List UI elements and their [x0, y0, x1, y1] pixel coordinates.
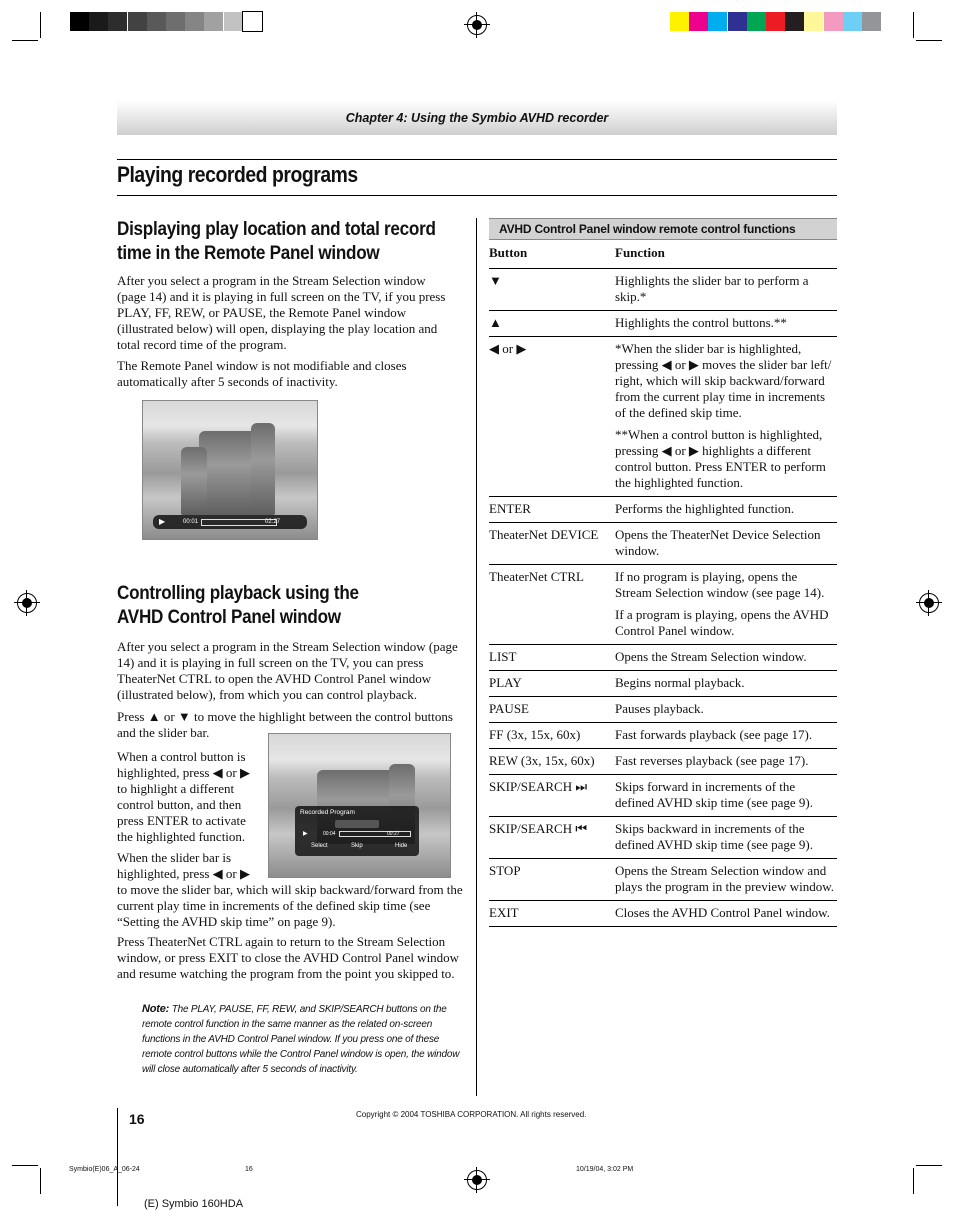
section1-heading: Displaying play location and total record time in the Remote Panel window: [117, 219, 436, 264]
table-row: [489, 671, 837, 697]
row-function: [615, 671, 837, 697]
process-swatch: [862, 12, 881, 31]
hide-hint: Hide: [395, 843, 408, 849]
row-function-text: Highlights the slider bar to perform a skip.*: [615, 273, 809, 304]
copyright: Copyright © 2004 TOSHIBA CORPORATION. All rights reserved.: [356, 1110, 587, 1119]
row-button: PAUSE: [489, 697, 615, 723]
total-time: 00:27: [387, 831, 400, 837]
crop-mark: [12, 1165, 38, 1166]
row-button: ◀ or ▶: [489, 337, 615, 497]
crop-mark: [913, 12, 914, 38]
row-function: [615, 817, 837, 859]
remote-panel-bar: [153, 515, 307, 529]
row-button: FF (3x, 15x, 60x): [489, 723, 615, 749]
table-row: [489, 859, 837, 901]
process-swatch: [728, 12, 747, 31]
gray-swatch: [185, 12, 204, 31]
table-row: [489, 269, 837, 311]
row-function-text: Performs the highlighted function.: [615, 501, 795, 516]
row-function-text: Closes the AVHD Control Panel window.: [615, 905, 830, 920]
row-button: SKIP/SEARCH ⏮: [489, 817, 615, 859]
section2-paragraph: When a control button is highlighted, press ◀ or ▶ to highlight a different control button, and then press ENTER to activate the highlighted function.: [117, 749, 251, 844]
column-header-button: Button: [489, 240, 615, 269]
sandcastle-tower-image: [181, 447, 207, 515]
section2-paragraph: After you select a program in the Stream Selection window (page 14) and it is playing in full screen on the TV, you can press TheaterNet CTRL to open the AVHD Control Panel window (illustrated below), from which you can control playback.: [117, 639, 458, 702]
process-swatch: [689, 12, 708, 31]
chapter-header: [117, 101, 837, 135]
slug-page: 16: [245, 1166, 253, 1173]
row-function: [615, 859, 837, 901]
row-function: [615, 775, 837, 817]
row-button: ▼: [489, 269, 615, 311]
gray-swatch: [128, 12, 147, 31]
crop-mark: [40, 12, 41, 38]
process-swatch: [670, 12, 689, 31]
gray-swatch: [204, 12, 223, 31]
process-swatch: [824, 12, 843, 31]
row-function-text: Skips backward in increments of the defined AVHD skip time (see page 9).: [615, 821, 813, 852]
row-button: ▲: [489, 311, 615, 337]
registration-mark-icon: [467, 1170, 487, 1190]
table-row: [489, 497, 837, 523]
table-row: [489, 817, 837, 859]
row-function-text: Fast reverses playback (see page 17).: [615, 753, 809, 768]
row-function: [615, 497, 837, 523]
registration-mark-icon: [467, 15, 487, 35]
table-row: [489, 723, 837, 749]
elapsed-time: 00:01: [183, 519, 199, 525]
table-row: [489, 749, 837, 775]
model-label: (E) Symbio 160HDA: [144, 1198, 244, 1210]
row-function: [615, 645, 837, 671]
row-button: REW (3x, 15x, 60x): [489, 749, 615, 775]
row-function-text: Opens the Stream Selection window and plays the program in the preview window.: [615, 863, 835, 894]
table-title: AVHD Control Panel window remote control functions: [499, 222, 796, 236]
crop-mark: [12, 40, 38, 41]
section2-heading: Controlling playback using the AVHD Control Panel window: [117, 583, 359, 628]
process-swatch: [708, 12, 727, 31]
row-function-text: Begins normal playback.: [615, 675, 745, 690]
section2-paragraph: Press ▲ or ▼ to move the highlight between the control buttons and the slider bar.: [117, 709, 453, 740]
row-function: [615, 565, 837, 645]
section1-paragraph: After you select a program in the Stream Selection window (page 14) and it is playing in full screen on the TV, if you press PLAY, FF, REW, or PAUSE, the Remote Panel window (illustrated below) will open, displaying the play location and total record time of the program.: [117, 273, 446, 352]
row-button: STOP: [489, 859, 615, 901]
slug-file: Symbio(E)06_A_06-24: [69, 1166, 140, 1173]
row-function-text: If no program is playing, opens the Stream Selection window (see page 14).: [615, 569, 825, 600]
title-bottom-rule: [117, 195, 837, 196]
row-function: [615, 269, 837, 311]
table-row: [489, 311, 837, 337]
registration-mark-icon: [17, 593, 37, 613]
crop-mark: [913, 1168, 914, 1194]
row-function: [615, 523, 837, 565]
progress-slider: [339, 831, 411, 837]
gray-swatch: [108, 12, 127, 31]
remote-panel-screen-image: [142, 400, 318, 540]
row-function-text: Fast forwards playback (see page 17).: [615, 727, 813, 742]
table-row: [489, 645, 837, 671]
table-header-row: [489, 240, 837, 269]
slug-date: 10/19/04, 3:02 PM: [576, 1166, 634, 1173]
row-function-text: Opens the TheaterNet Device Selection window.: [615, 527, 821, 558]
control-panel-window: [295, 806, 419, 856]
column-divider: [476, 218, 477, 1096]
row-button: LIST: [489, 645, 615, 671]
row-function-text: Skips forward in increments of the defined AVHD skip time (see page 9).: [615, 779, 813, 810]
control-panel-screen-image: [268, 733, 451, 878]
footer-vertical-rule: [117, 1108, 118, 1206]
note-text: The PLAY, PAUSE, FF, REW, and SKIP/SEARCH buttons on the remote control function in the same manner as the related on-screen functions in the AVHD Control Panel window. If you press one of these remote control buttons while the Control Panel window is open, the window will close automatically after 5 seconds of inactivity.: [142, 1004, 460, 1075]
table-row: [489, 697, 837, 723]
row-function-text: **When a control button is highlighted, pressing ◀ or ▶ highlights a different control button. Press ENTER to perform the highlighted function.: [615, 427, 826, 490]
gray-swatch: [243, 12, 262, 31]
section2-paragraph: When the slider bar is highlighted, press ◀ or ▶: [117, 850, 251, 881]
table-row: [489, 523, 837, 565]
gray-swatch: [166, 12, 185, 31]
row-function-text: Pauses playback.: [615, 701, 704, 716]
process-swatch: [747, 12, 766, 31]
sandcastle-tower-image: [251, 423, 275, 515]
row-button: TheaterNet DEVICE: [489, 523, 615, 565]
gray-swatch: [89, 12, 108, 31]
process-swatch: [843, 12, 862, 31]
control-buttons-row: [335, 820, 379, 828]
gray-swatch: [147, 12, 166, 31]
crop-mark: [40, 1168, 41, 1194]
crop-mark: [916, 40, 942, 41]
section1-paragraph: The Remote Panel window is not modifiable and closes automatically after 5 seconds of inactivity.: [117, 358, 407, 389]
row-button: PLAY: [489, 671, 615, 697]
control-panel-title: Recorded Program: [300, 809, 355, 816]
total-time: 02:27: [265, 519, 281, 525]
elapsed-time: 00:04: [323, 831, 336, 837]
table-row: [489, 337, 837, 497]
crop-mark: [916, 1165, 942, 1166]
column-header-function: Function: [615, 240, 837, 269]
row-function: [615, 901, 837, 927]
gray-swatch: [70, 12, 89, 31]
row-function-text: *When the slider bar is highlighted, pressing ◀ or ▶ moves the slider bar left/ right, which will skip backward/forward from the current play time in increments of the defined skip time.: [615, 341, 832, 420]
row-button: ENTER: [489, 497, 615, 523]
row-function: [615, 311, 837, 337]
skip-hint: Skip: [351, 843, 363, 849]
remote-functions-table: [489, 240, 837, 927]
process-swatch: [804, 12, 823, 31]
select-hint: Select: [311, 843, 328, 849]
row-function: [615, 337, 837, 497]
row-function-text: Opens the Stream Selection window.: [615, 649, 807, 664]
gray-swatch: [224, 12, 243, 31]
row-function-text: If a program is playing, opens the AVHD Control Panel window.: [615, 607, 829, 638]
row-function: [615, 723, 837, 749]
row-function: [615, 697, 837, 723]
page-number: 16: [129, 1111, 145, 1127]
section2-paragraph: to move the slider bar, which will skip backward/forward from the current play time in increments of the defined skip time (see “Setting the AVHD skip time” on page 9).: [117, 882, 463, 929]
table-title-bar: [489, 218, 837, 240]
note: [142, 1002, 468, 1077]
play-icon: ▶: [159, 517, 166, 526]
table-row: [489, 565, 837, 645]
row-button: EXIT: [489, 901, 615, 927]
row-function-text: Highlights the control buttons.**: [615, 315, 787, 330]
process-swatch: [785, 12, 804, 31]
page-title: Playing recorded programs: [117, 162, 358, 187]
chapter-title: Chapter 4: Using the Symbio AVHD recorder: [345, 111, 609, 125]
section2-paragraph: Press TheaterNet CTRL again to return to the Stream Selection window, or press EXIT to close the AVHD Control Panel window and resume watching the program from the point you skipped to.: [117, 934, 460, 981]
play-icon: ▶: [303, 831, 308, 837]
title-top-rule: [117, 159, 837, 160]
row-button: SKIP/SEARCH ⏭: [489, 775, 615, 817]
registration-mark-icon: [919, 593, 939, 613]
table-row: [489, 901, 837, 927]
process-swatch: [766, 12, 785, 31]
table-row: [489, 775, 837, 817]
note-label: Note:: [142, 1003, 170, 1015]
row-button: TheaterNet CTRL: [489, 565, 615, 645]
row-function: [615, 749, 837, 775]
